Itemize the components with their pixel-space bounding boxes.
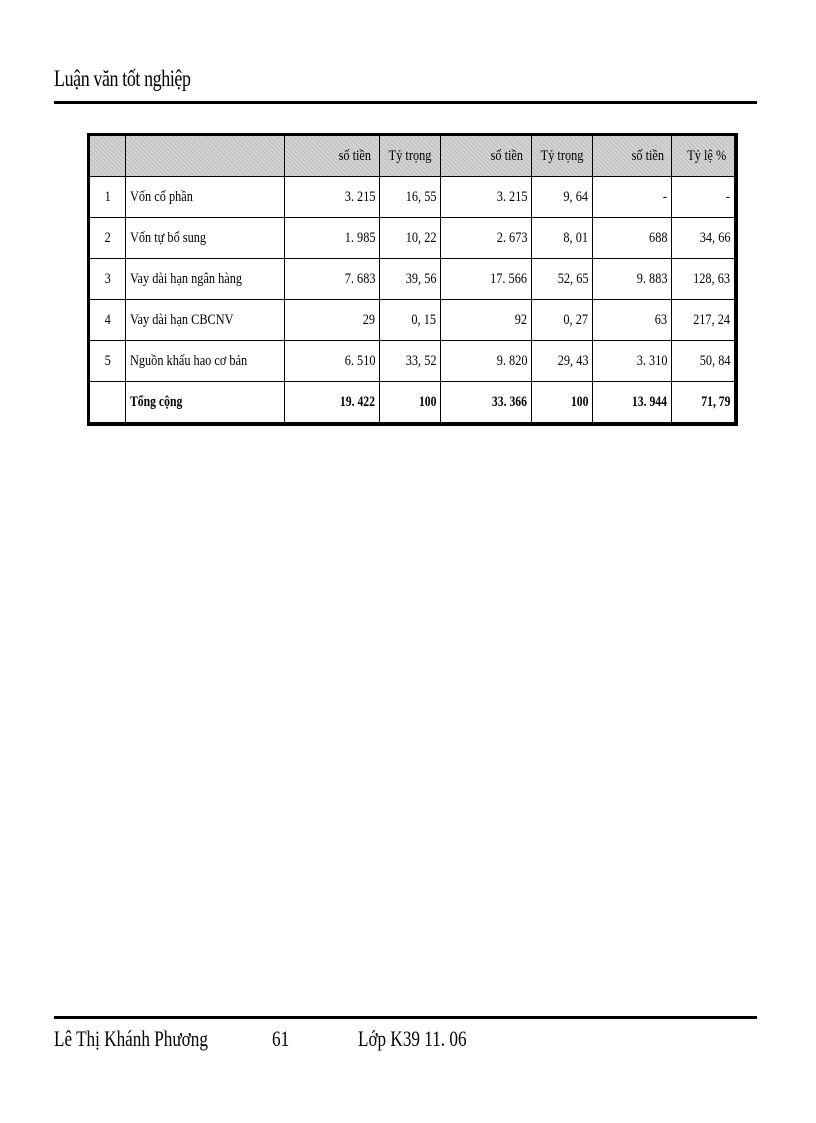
row-ratio: 217, 24 [672, 300, 735, 341]
header-cell-amount-2: số tiền [441, 136, 532, 177]
row-number: 1 [90, 177, 126, 218]
row-amount-3: - [593, 177, 672, 218]
header-rule [54, 101, 757, 104]
row-amount-2: 2. 673 [441, 218, 532, 259]
total-label: Tổng cộng [126, 382, 285, 423]
row-share-2: 0, 27 [532, 300, 593, 341]
row-ratio: 34, 66 [672, 218, 735, 259]
row-amount-2: 17. 566 [441, 259, 532, 300]
row-share-1: 33, 52 [380, 341, 441, 382]
table-total-row [90, 382, 735, 423]
row-share-1: 10, 22 [380, 218, 441, 259]
row-share-2: 29, 43 [532, 341, 593, 382]
row-amount-3: 63 [593, 300, 672, 341]
footer-page-number: 61 [272, 1026, 290, 1051]
row-number: 2 [90, 218, 126, 259]
row-number: 3 [90, 259, 126, 300]
total-amount-3: 13. 944 [593, 382, 672, 423]
header-cell-amount-3: số tiền [593, 136, 672, 177]
table-row [90, 341, 735, 382]
header-cell-amount-1: số tiền [285, 136, 380, 177]
total-number [90, 382, 126, 423]
table-row [90, 259, 735, 300]
row-amount-3: 688 [593, 218, 672, 259]
header-cell-share-1: Tỷ trọng [380, 136, 441, 177]
row-ratio: 128, 63 [672, 259, 735, 300]
total-share-2: 100 [532, 382, 593, 423]
row-ratio: 50, 84 [672, 341, 735, 382]
total-ratio: 71, 79 [672, 382, 735, 423]
row-amount-2: 92 [441, 300, 532, 341]
row-amount-3: 3. 310 [593, 341, 672, 382]
row-amount-1: 1. 985 [285, 218, 380, 259]
row-number: 5 [90, 341, 126, 382]
row-item-name: Vay dài hạn CBCNV [126, 300, 285, 341]
capital-source-table [89, 135, 735, 423]
row-share-1: 39, 56 [380, 259, 441, 300]
table-header-row [90, 136, 735, 177]
header-cell-ratio: Tỷ lệ % [672, 136, 735, 177]
capital-source-table-frame [87, 133, 738, 426]
footer-rule [54, 1016, 757, 1019]
row-share-1: 0, 15 [380, 300, 441, 341]
footer-author: Lê Thị Khánh Phương [54, 1026, 208, 1051]
row-share-1: 16, 55 [380, 177, 441, 218]
table-row [90, 218, 735, 259]
footer-class: Lớp K39 11. 06 [358, 1026, 467, 1051]
row-amount-3: 9. 883 [593, 259, 672, 300]
row-amount-2: 3. 215 [441, 177, 532, 218]
row-amount-1: 7. 683 [285, 259, 380, 300]
row-ratio: - [672, 177, 735, 218]
total-amount-2: 33. 366 [441, 382, 532, 423]
header-cell-share-2: Tỷ trọng [532, 136, 593, 177]
row-item-name: Vốn cổ phần [126, 177, 285, 218]
row-share-2: 9, 64 [532, 177, 593, 218]
header-cell-item [126, 136, 285, 177]
row-amount-1: 6. 510 [285, 341, 380, 382]
row-number: 4 [90, 300, 126, 341]
table-row [90, 300, 735, 341]
document-header-title: Luận văn tốt nghiệp [54, 66, 191, 91]
row-amount-1: 3. 215 [285, 177, 380, 218]
row-item-name: Vay dài hạn ngân hàng [126, 259, 285, 300]
row-amount-2: 9. 820 [441, 341, 532, 382]
row-share-2: 52, 65 [532, 259, 593, 300]
row-amount-1: 29 [285, 300, 380, 341]
total-share-1: 100 [380, 382, 441, 423]
header-cell-no [90, 136, 126, 177]
total-amount-1: 19. 422 [285, 382, 380, 423]
row-item-name: Nguồn khấu hao cơ bản [126, 341, 285, 382]
table-row [90, 177, 735, 218]
row-item-name: Vốn tự bổ sung [126, 218, 285, 259]
row-share-2: 8, 01 [532, 218, 593, 259]
